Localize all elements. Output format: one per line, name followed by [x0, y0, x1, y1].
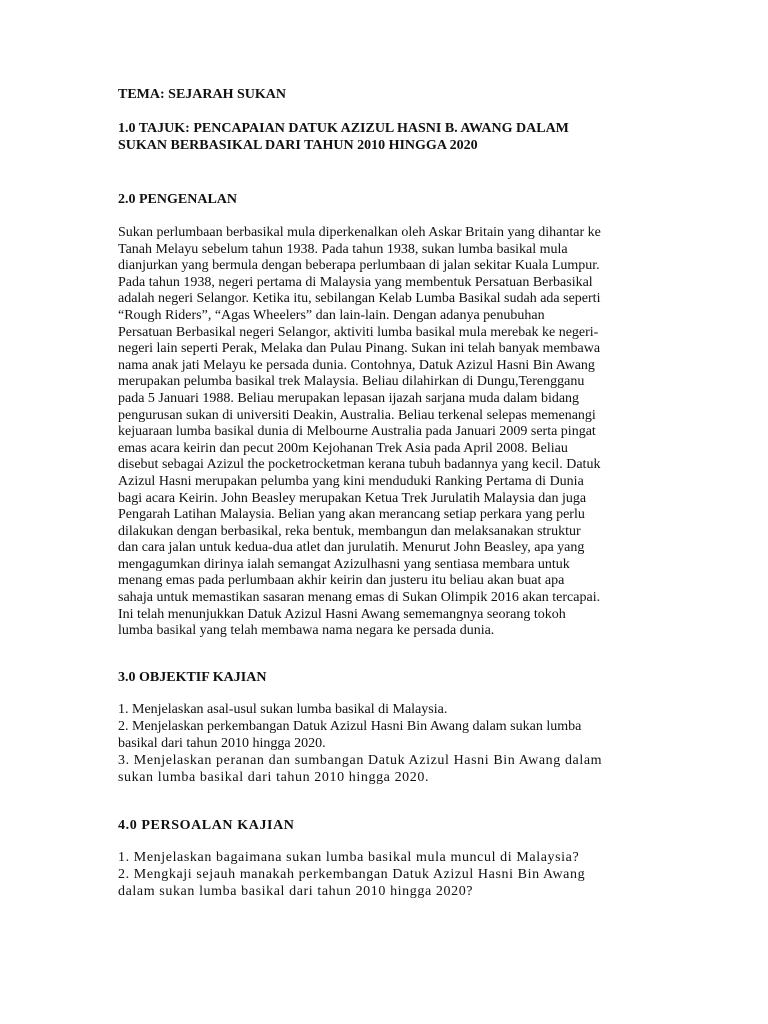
intro-line: Pada tahun 1938, negeri pertama di Malaysia yang membentuk Persatuan Berbasikal	[118, 274, 593, 290]
intro-line: Azizul Hasni merupakan pelumba yang kini menduduki Ranking Pertama di Dunia	[118, 473, 584, 489]
document-page	[118, 86, 658, 900]
intro-line: lumba basikal yang telah membawa nama negara ke persada dunia.	[118, 623, 495, 639]
objectives-heading: 3.0 OBJEKTIF KAJIAN	[118, 669, 267, 685]
intro-line: adalah negeri Selangor. Ketika itu, sebilangan Kelab Lumba Basikal sudah ada seperti	[118, 291, 601, 307]
theme-heading: TEMA: SEJARAH SUKAN	[118, 87, 287, 102]
list-item: 2. Mengkaji sejauh manakah perkembangan Datuk Azizul Hasni Bin Awang	[118, 866, 586, 882]
intro-line: Sukan perlumbaan berbasikal mula diperkenalkan oleh Askar Britain yang dihantar ke	[118, 225, 601, 240]
title-line-1: 1.0 TAJUK: PENCAPAIAN DATUK AZIZUL HASNI B. AWANG DALAM	[118, 121, 569, 136]
list-item: sukan lumba basikal dari tahun 2010 hingga 2020.	[118, 769, 430, 785]
questions-list	[118, 849, 658, 900]
objectives-list	[118, 701, 658, 786]
intro-line: “Rough Riders”, “Agas Wheelers” dan lain-lain. Dengan adanya penubuhan	[118, 307, 545, 323]
intro-line: emas acara keirin dan pecut 200m Kejohanan Trek Asia pada April 2008. Beliau	[118, 440, 568, 456]
intro-line: dianjurkan yang bermula dengan beberapa perlumbaan di jalan sekitar Kuala Lumpur.	[118, 258, 600, 274]
list-item: 3. Menjelaskan peranan dan sumbangan Datuk Azizul Hasni Bin Awang dalam	[118, 752, 603, 768]
intro-paragraph	[118, 225, 658, 640]
intro-line: Persatuan Berbasikal negeri Selangor, aktiviti lumba basikal mula merebak ke negeri-	[118, 324, 599, 340]
list-item: 1. Menjelaskan asal-usul sukan lumba basikal di Malaysia.	[118, 701, 448, 717]
intro-line: negeri lain seperti Perak, Melaka dan Pulau Pinang. Sukan ini telah banyak membawa	[118, 341, 601, 357]
intro-line: Tanah Melayu sebelum tahun 1938. Pada tahun 1938, sukan lumba basikal mula	[118, 241, 568, 257]
list-item: basikal dari tahun 2010 hingga 2020.	[118, 735, 326, 751]
intro-line: Ini telah menunjukkan Datuk Azizul Hasni Awang sememangnya seorang tokoh	[118, 606, 566, 622]
list-item: dalam sukan lumba basikal dari tahun 2010 hingga 2020?	[118, 883, 474, 899]
intro-line: bagi acara Keirin. John Beasley merupakan Ketua Trek Jurulatih Malaysia dan juga	[118, 490, 587, 506]
intro-line: kejuaraan lumba basikal dunia di Melbourne Australia pada Januari 2009 serta pingat	[118, 424, 596, 440]
title-block	[118, 120, 658, 154]
intro-line: mengagumkan dirinya ialah semangat Azizulhasni yang sentiasa membara untuk	[118, 556, 570, 572]
intro-line: dilakukan dengan berbasikal, reka bentuk, membangun dan melaksanakan struktur	[118, 523, 581, 539]
title-line-2: SUKAN BERBASIKAL DARI TAHUN 2010 HINGGA 2020	[118, 138, 478, 153]
intro-line: nama anak jati Melayu ke persada dunia. Contohnya, Datuk Azizul Hasni Bin Awang	[118, 357, 595, 373]
intro-heading: 2.0 PENGENALAN	[118, 192, 238, 207]
intro-line: dan cara jalan untuk kedua-dua atlet dan jurulatih. Menurut John Beasley, apa yang	[118, 540, 585, 556]
list-item: 2. Menjelaskan perkembangan Datuk Azizul Hasni Bin Awang dalam sukan lumba	[118, 718, 582, 734]
intro-line: pengurusan sukan di universiti Deakin, Australia. Beliau terkenal selepas memenangi	[118, 407, 596, 423]
list-item: 1. Menjelaskan bagaimana sukan lumba basikal mula muncul di Malaysia?	[118, 849, 580, 865]
intro-line: disebut sebagai Azizul the pocketrocketman kerana tubuh badannya yang kecil. Datuk	[118, 457, 601, 473]
intro-line: pada 5 Januari 1988. Beliau merupakan lepasan ijazah sarjana muda dalam bidang	[118, 390, 580, 406]
questions-heading: 4.0 PERSOALAN KAJIAN	[118, 817, 295, 833]
intro-line: menang emas pada perlumbaan akhir keirin dan justeru itu beliau akan buat apa	[118, 573, 565, 589]
intro-line: Pengarah Latihan Malaysia. Belian yang akan merancang setiap perkara yang perlu	[118, 507, 585, 523]
intro-line: sahaja untuk memastikan sasaran menang emas di Sukan Olimpik 2016 akan tercapai.	[118, 590, 601, 606]
intro-line: merupakan pelumba basikal trek Malaysia. Beliau dilahirkan di Dungu,Terengganu	[118, 374, 585, 390]
